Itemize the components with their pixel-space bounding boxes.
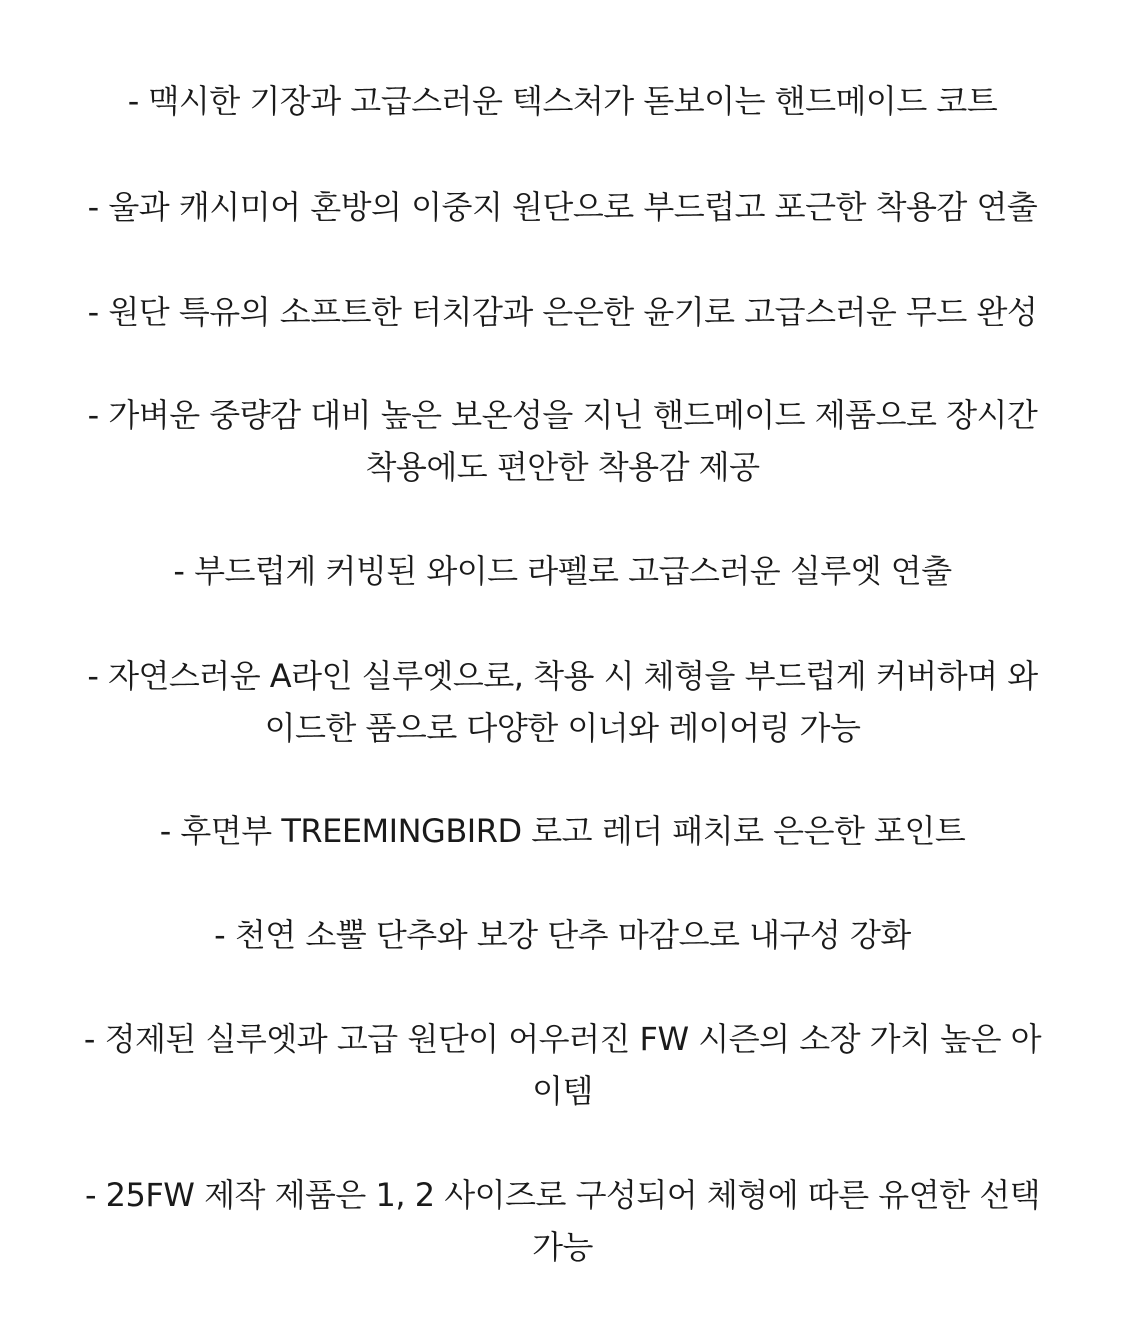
bullet-4-line-1: - 가벼운 중량감 대비 높은 보온성을 지닌 핸드메이드 제품으로 장시간 [87,396,1038,434]
bullet-4-line-2: 착용에도 편안한 착용감 제공 [365,448,760,486]
bullet-6-line-2: 이드한 품으로 다양한 이너와 레이어링 가능 [264,709,861,747]
bullet-2-line-1: - 울과 캐시미어 혼방의 이중지 원단으로 부드럽고 포근한 착용감 연출 [87,188,1038,226]
bullet-8-line-1: - 천연 소뿔 단추와 보강 단추 마감으로 내구성 강화 [214,916,911,954]
bullet-9-line-1: - 정제된 실루엣과 고급 원단이 어우러진 FW 시즌의 소장 가치 높은 아 [83,1020,1042,1058]
bullet-10-line-1: - 25FW 제작 제품은 1, 2 사이즈로 구성되어 체형에 따른 유연한 선택 [84,1176,1041,1214]
bullet-5-line-1: - 부드럽게 커빙된 와이드 라펠로 고급스러운 실루엣 연출 [173,552,952,590]
bullet-7-line-1: - 후면부 TREEMINGBIRD 로고 레더 패치로 은은한 포인트 [159,812,966,850]
bullet-6-line-1: - 자연스러운 A라인 실루엣으로, 착용 시 체형을 부드럽게 커버하며 와 [87,657,1038,695]
bullet-9-line-2: 이템 [532,1072,593,1110]
bullet-3-line-1: - 원단 특유의 소프트한 터치감과 은은한 윤기로 고급스러운 무드 완성 [87,293,1038,331]
bullet-10-line-2: 가능 [532,1228,593,1266]
bullet-1-line-1: - 맥시한 기장과 고급스러운 텍스처가 돋보이는 핸드메이드 코트 [127,82,998,120]
